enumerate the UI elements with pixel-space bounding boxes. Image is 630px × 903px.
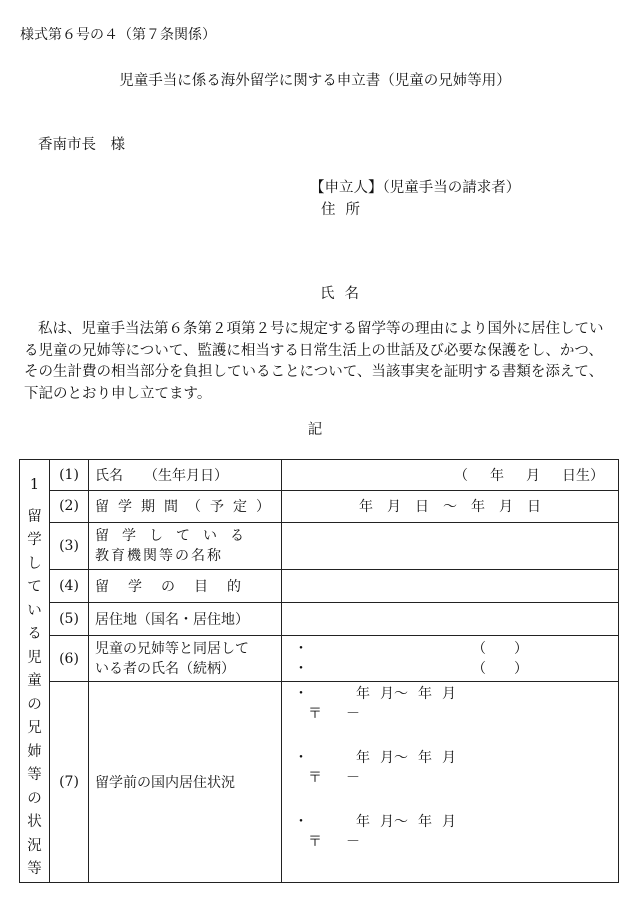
year-label: 年 (418, 813, 432, 830)
table-row-name (20, 460, 619, 491)
school-name-field[interactable] (282, 522, 619, 570)
side-heading-char: の (27, 696, 42, 713)
row-number: (6) (50, 636, 89, 682)
side-heading-char: て (27, 579, 42, 595)
row-number: (2) (50, 490, 89, 522)
year-label: 年 (418, 685, 432, 702)
month-range-label: 月～ (380, 685, 408, 702)
side-heading-char: 等 (27, 861, 42, 877)
side-heading-char: 兄 (27, 720, 42, 736)
side-heading-char: 況 (27, 837, 42, 854)
applicant-heading: 【申立人】（児童手当の請求者） (310, 180, 521, 196)
side-heading-char: 学 (27, 532, 42, 548)
table-row-cohabitant (20, 636, 619, 682)
relation-paren: （ ） (472, 640, 528, 657)
table-row-school (20, 522, 619, 570)
side-heading-char: 留 (27, 508, 42, 525)
postal-dash: － (346, 705, 360, 722)
side-heading-char: の (27, 790, 42, 807)
month-label: 月 (442, 685, 456, 702)
row-number: (1) (50, 460, 89, 491)
year-label: 年 (418, 749, 432, 766)
row-label-purpose (89, 570, 282, 603)
table-row-period (20, 490, 619, 522)
year-label: 年 (359, 499, 373, 516)
row-label-cohabitant (89, 636, 282, 682)
year-label: 年 (356, 813, 370, 830)
side-heading-char: 状 (27, 814, 42, 830)
cohabitant-entry (282, 639, 618, 659)
postal-mark: 〒 (308, 833, 322, 850)
month-range-label: 月～ (380, 813, 408, 830)
month-label: 月 (442, 749, 456, 766)
period-field[interactable] (282, 490, 619, 522)
cohabitant-entry (282, 659, 618, 679)
purpose-field[interactable] (282, 570, 619, 603)
side-heading (20, 460, 50, 883)
side-heading-char: い (27, 602, 42, 619)
row-label-name: 氏名 （生年月日） (89, 460, 282, 491)
month-label: 月 (526, 467, 540, 484)
row-label-residence: 居住地（国名・居住地） (89, 603, 282, 636)
year-label: 年 (490, 467, 504, 484)
document-title: 児童手当に係る海外留学に関する申立書（児童の兄姉等用） (119, 73, 511, 89)
month-label: 月 (499, 499, 513, 516)
bullet: ・ (294, 660, 308, 677)
side-heading-char: る (27, 626, 42, 642)
month-label: 月 (442, 813, 456, 830)
school-label-line2: 教育機関等の名称 (95, 548, 223, 564)
row-number: (7) (50, 681, 89, 882)
row-label-previous: 留学前の国内居住状況 (89, 681, 282, 882)
cohabitant-field[interactable] (282, 636, 619, 682)
name-label: 氏名 (320, 286, 369, 302)
day-label: 日 (415, 499, 429, 516)
table-row-previous-residence (20, 681, 619, 882)
address-label: 住所 (321, 202, 370, 218)
form-number: 様式第６号の４（第７条関係） (20, 27, 216, 43)
name-birthdate-field[interactable] (282, 460, 619, 491)
year-label: 年 (471, 499, 485, 516)
side-number: 1 (29, 477, 40, 493)
month-label: 月 (387, 499, 401, 516)
row-label-school (89, 522, 282, 570)
period-label-text: 留学期間（予定） (95, 499, 279, 516)
row-number: (5) (50, 603, 89, 636)
paren-open: （ (454, 467, 468, 484)
previous-residence-field[interactable] (282, 681, 619, 882)
previous-residence-entry (282, 684, 618, 724)
day-born-label: 日生） (562, 467, 604, 484)
side-heading-char: 姉 (27, 743, 42, 760)
table-row-purpose (20, 570, 619, 603)
month-range-label: 月～ (380, 749, 408, 766)
row-number: (3) (50, 522, 89, 570)
previous-residence-entry (282, 748, 618, 788)
row-label-period (89, 490, 282, 522)
postal-dash: － (346, 769, 360, 786)
declaration-paragraph: 私は、児童手当法第６条第２項第２号に規定する留学等の理由により国外に居住している児童の兄姉等について、監護に相当する日常生活上の世話及び必要な保護をし、かつ、その生計費の相当部分を負担していることについて、当該事実を証明する書類を添えて、下記のとおり申し立てます。 (24, 321, 604, 402)
day-label: 日 (527, 499, 541, 516)
previous-residence-entry (282, 812, 618, 852)
postal-dash: － (346, 833, 360, 850)
range-tilde: ～ (443, 499, 457, 516)
bullet: ・ (294, 640, 308, 657)
side-heading-char: 等 (27, 767, 42, 783)
relation-paren: （ ） (472, 660, 528, 677)
residence-field[interactable] (282, 603, 619, 636)
cohabitant-label-line1: 児童の兄姉等と同居して (95, 640, 249, 657)
postal-mark: 〒 (308, 769, 322, 786)
bullet: ・ (294, 749, 308, 766)
side-heading-char: 童 (27, 673, 42, 689)
bullet: ・ (294, 813, 308, 830)
side-heading-char: 児 (27, 649, 42, 666)
details-table (19, 459, 619, 883)
row-number: (4) (50, 570, 89, 603)
table-row-residence (20, 603, 619, 636)
addressee: 香南市長 様 (38, 137, 125, 153)
purpose-label-text: 留学の目的 (95, 579, 260, 596)
side-heading-char: し (27, 555, 42, 572)
school-label-line1: 留学している (95, 528, 257, 544)
ki-heading: 記 (307, 422, 323, 438)
bullet: ・ (294, 685, 308, 702)
year-label: 年 (356, 685, 370, 702)
postal-mark: 〒 (308, 705, 322, 722)
year-label: 年 (356, 749, 370, 766)
cohabitant-label-line2: いる者の氏名（続柄） (95, 660, 235, 677)
